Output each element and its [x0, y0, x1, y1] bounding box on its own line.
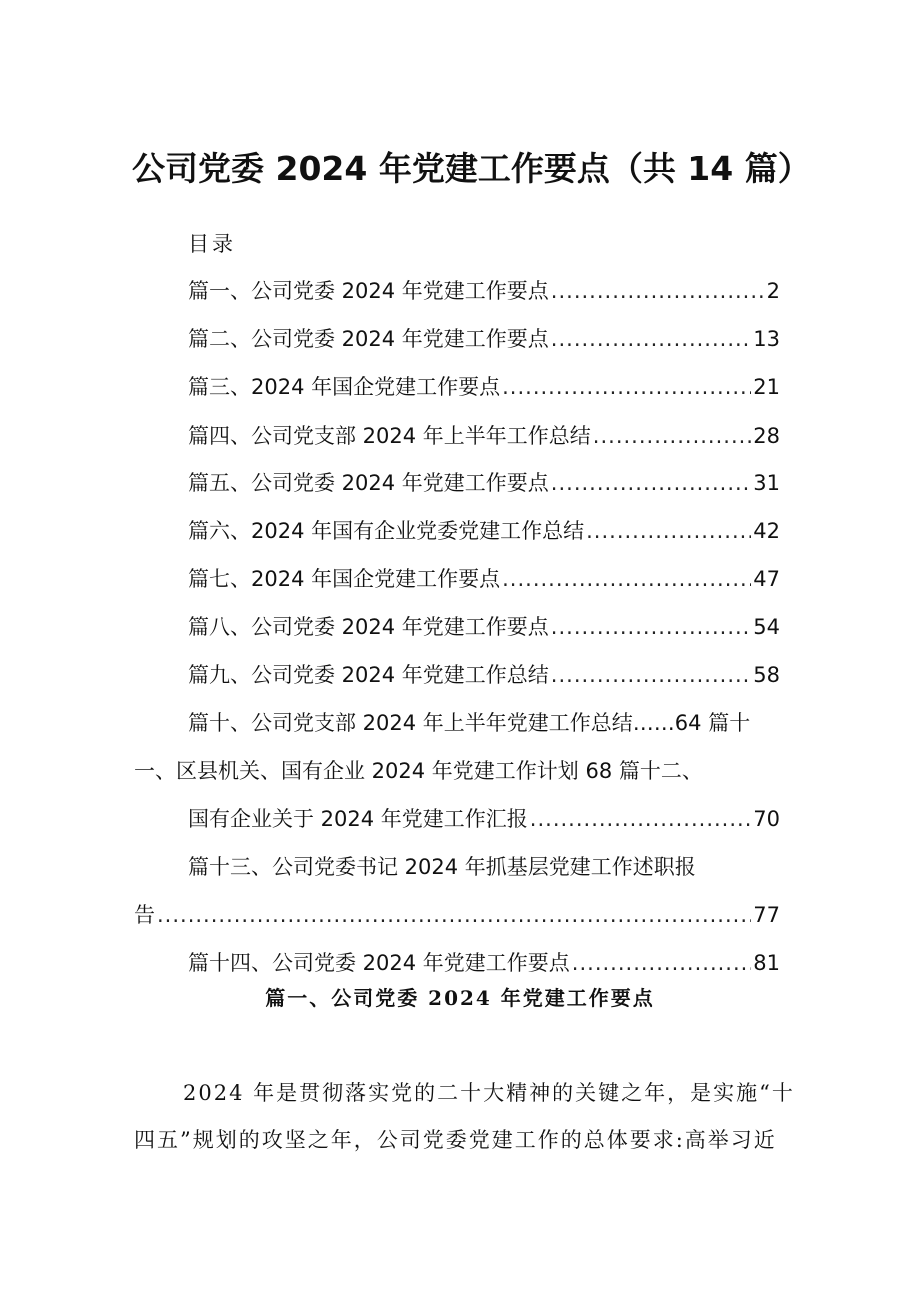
toc-entry-page: 77	[753, 903, 780, 927]
toc-entry[interactable]	[188, 323, 780, 353]
toc-entry-title: 篇一、公司党委 2024 年党建工作要点	[188, 279, 549, 303]
toc-entry[interactable]	[188, 467, 780, 497]
document-title: 公司党委 2024 年党建工作要点（共 14 篇）	[132, 149, 811, 188]
toc-leader-dots	[551, 471, 751, 495]
toc-entry[interactable]	[188, 611, 780, 641]
toc-entry-page: 81	[753, 951, 780, 975]
toc-leader-dots	[572, 951, 751, 975]
toc-leader-dots	[157, 903, 751, 927]
toc-entry[interactable]	[188, 275, 780, 305]
toc-entry[interactable]	[134, 899, 780, 929]
toc-entry[interactable]	[188, 947, 780, 977]
toc-entry-title: 篇四、公司党支部 2024 年上半年工作总结	[188, 424, 591, 448]
body-paragraph-line: 2024 年是贯彻落实党的二十大精神的关键之年，是实施“十	[183, 1081, 795, 1105]
toc-leader-dots	[551, 279, 765, 303]
toc-wrapped-line[interactable]: 篇十三、公司党委书记 2024 年抓基层党建工作述职报	[188, 855, 696, 879]
toc-leader-dots	[551, 327, 751, 351]
toc-entry-title: 篇五、公司党委 2024 年党建工作要点	[188, 471, 549, 495]
toc-entry-title: 篇二、公司党委 2024 年党建工作要点	[188, 327, 549, 351]
toc-entry-page: 58	[753, 663, 780, 687]
toc-entry-title: 篇十四、公司党委 2024 年党建工作要点	[188, 951, 570, 975]
toc-entry[interactable]	[188, 803, 780, 833]
toc-entry[interactable]	[188, 659, 780, 689]
toc-entry-title: 篇三、2024 年国企党建工作要点	[188, 375, 501, 399]
toc-entry-title: 篇六、2024 年国有企业党委党建工作总结	[188, 519, 585, 543]
toc-entry-page: 21	[753, 375, 780, 399]
toc-entry-page: 70	[753, 807, 780, 831]
toc-entry-page: 28	[753, 424, 780, 448]
body-paragraph-line: 四五”规划的攻坚之年，公司党委党建工作的总体要求:高举习近	[134, 1128, 777, 1152]
toc-entry-page: 42	[753, 519, 780, 543]
toc-wrapped-line[interactable]: 篇十、公司党支部 2024 年上半年党建工作总结……64 篇十	[188, 711, 751, 735]
section-title: 篇一、公司党委 2024 年党建工作要点	[265, 986, 655, 1010]
toc-entry-page: 54	[753, 615, 780, 639]
toc-entry-title: 篇八、公司党委 2024 年党建工作要点	[188, 615, 549, 639]
toc-entry-title: 告	[134, 903, 155, 927]
toc-heading: 目录	[188, 232, 236, 256]
toc-wrapped-line[interactable]: 一、区县机关、国有企业 2024 年党建工作计划 68 篇十二、	[134, 759, 703, 783]
toc-entry[interactable]	[188, 371, 780, 401]
toc-entry[interactable]	[188, 563, 780, 593]
toc-entry-page: 2	[766, 279, 780, 303]
toc-entry[interactable]	[188, 515, 780, 545]
toc-leader-dots	[586, 519, 751, 543]
toc-entry-page: 13	[753, 327, 780, 351]
toc-entry-page: 31	[753, 471, 780, 495]
toc-leader-dots	[502, 567, 751, 591]
toc-leader-dots	[551, 663, 751, 687]
toc-entry-title: 国有企业关于 2024 年党建工作汇报	[188, 807, 528, 831]
toc-entry-title: 篇七、2024 年国企党建工作要点	[188, 567, 501, 591]
toc-entry[interactable]	[188, 420, 780, 450]
toc-leader-dots	[593, 424, 751, 448]
toc-entry-title: 篇九、公司党委 2024 年党建工作总结	[188, 663, 549, 687]
toc-entry-page: 47	[753, 567, 780, 591]
toc-leader-dots	[502, 375, 751, 399]
toc-leader-dots	[530, 807, 751, 831]
toc-leader-dots	[551, 615, 751, 639]
